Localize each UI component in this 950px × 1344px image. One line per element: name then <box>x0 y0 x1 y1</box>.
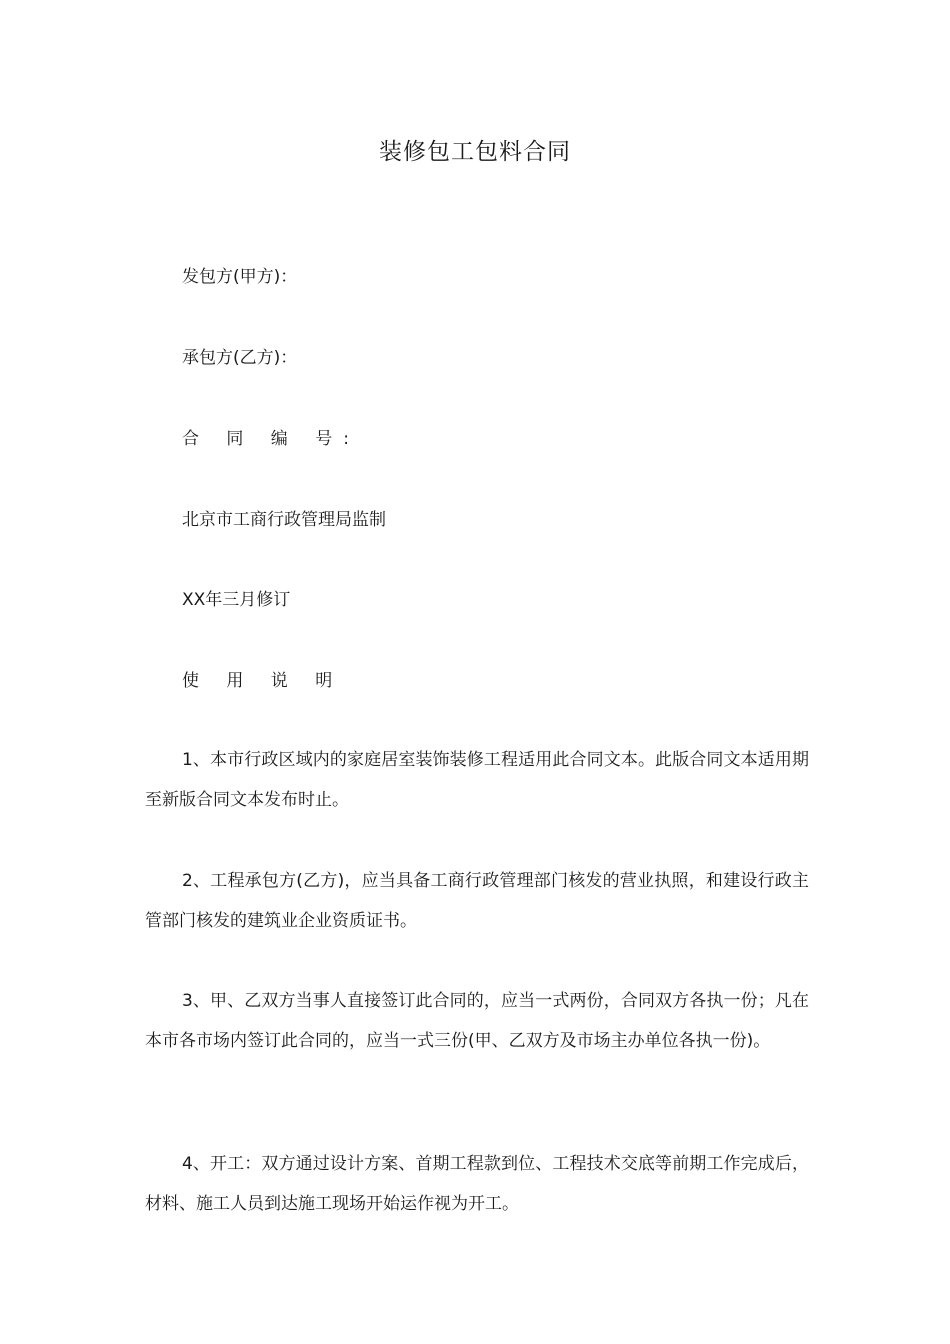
instruction-paragraph-4: 4、开工：双方通过设计方案、首期工程款到位、工程技术交底等前期工作完成后，材料、施工人员到达施工现场开始运作视为开工。 <box>145 1154 809 1214</box>
instruction-paragraph-2: 2、工程承包方(乙方)，应当具备工商行政管理部门核发的营业执照，和建设行政主管部门核发的建筑业企业资质证书。 <box>145 871 809 931</box>
document-title: 装修包工包料合同 <box>379 139 571 165</box>
supervisor-line: 北京市工商行政管理局监制 <box>182 510 386 530</box>
instruction-paragraph-3: 3、甲、乙双方当事人直接签订此合同的，应当一式两份，合同双方各执一份；凡在本市各市场内签订此合同的，应当一式三份(甲、乙双方及市场主办单位各执一份)。 <box>145 991 809 1051</box>
instructions-heading: 使 用 说 明 <box>182 671 344 691</box>
instruction-paragraph-1: 1、本市行政区域内的家庭居室装饰装修工程适用此合同文本。此版合同文本适用期至新版合同文本发布时止。 <box>145 750 809 810</box>
party-a-field: 发包方(甲方)： <box>182 267 298 287</box>
revision-line: XX年三月修订 <box>182 590 291 610</box>
contract-number-field: 合 同 编 号: <box>182 429 360 449</box>
party-b-field: 承包方(乙方)： <box>182 348 298 368</box>
